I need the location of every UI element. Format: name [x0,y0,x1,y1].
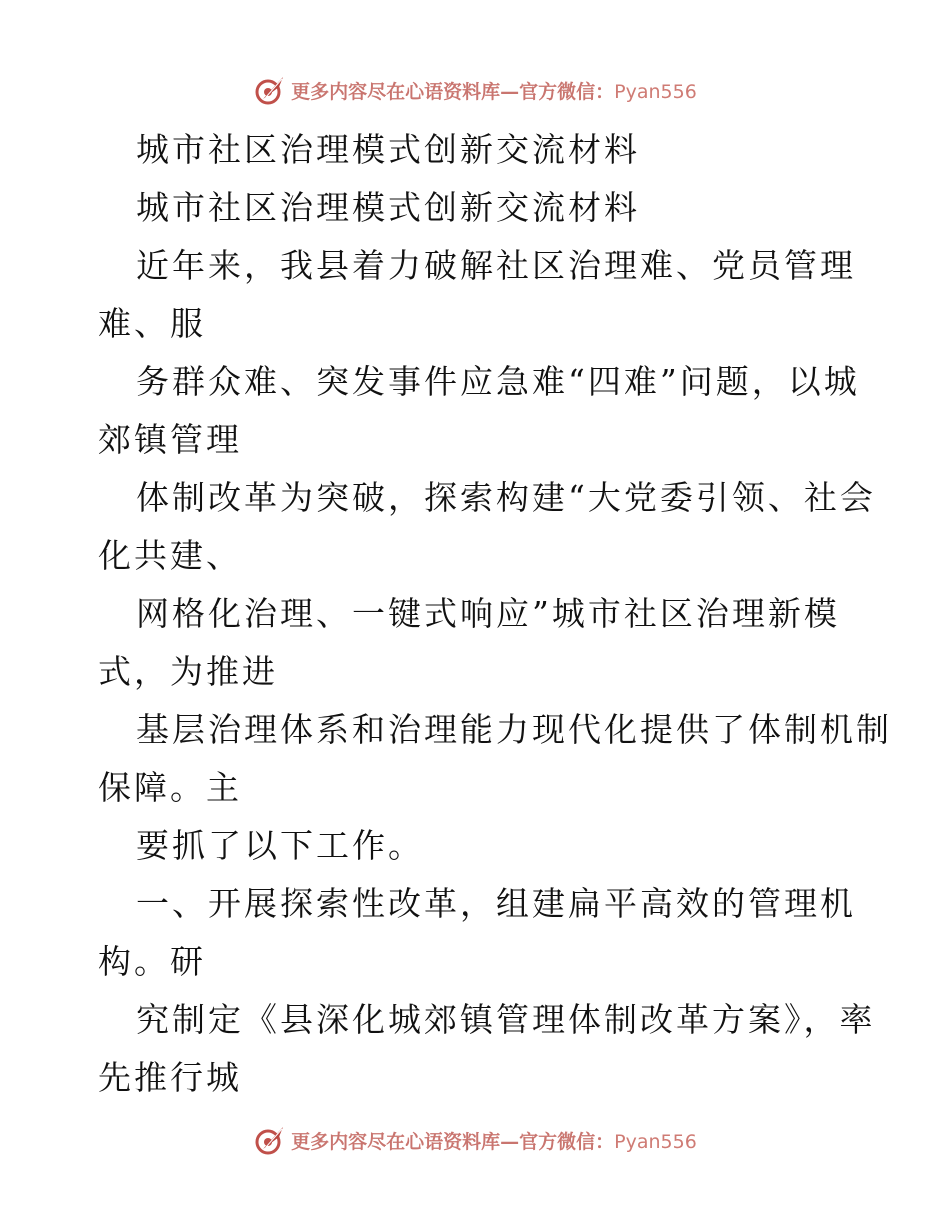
text-line: 网格化治理、一键式响应”城市社区治理新模 [136,594,840,633]
quill-logo-icon [253,1123,287,1157]
text-line: 近年来，我县着力破解社区治理难、党员管理 [136,246,856,285]
text-line: 要抓了以下工作。 [136,826,424,865]
text-line: 务群众难、突发事件应急难“四难”问题，以城 [136,362,860,401]
text-line: 保障。主 [98,768,242,807]
document-body [98,121,892,1107]
quill-logo-icon [253,73,287,107]
watermark-text: 更多内容尽在心语资料库—官方微信：Pyan556 [291,1130,697,1153]
text-line: 基层治理体系和治理能力现代化提供了体制机制 [136,710,892,749]
wechat-handle: Pyan556 [614,80,697,103]
text-line: 式，为推进 [98,652,278,691]
text-line: 难、服 [98,304,206,343]
wechat-handle: Pyan556 [614,1130,697,1153]
text-line: 郊镇管理 [98,420,242,459]
text-line: 化共建、 [98,536,242,575]
text-line: 一、开展探索性改革，组建扁平高效的管理机 [136,884,856,923]
text-line: 体制改革为突破，探索构建“大党委引领、社会 [136,478,876,517]
text-line: 究制定《县深化城郊镇管理体制改革方案》，率 [136,1000,876,1039]
watermark-text: 更多内容尽在心语资料库—官方微信：Pyan556 [291,80,697,103]
watermark-group [253,73,697,107]
footer-watermark-banner [0,1120,950,1160]
text-line: 构。研 [98,942,206,981]
header-watermark-banner [0,70,950,110]
text-line: 先推行城 [98,1058,242,1097]
text-line: 城市社区治理模式创新交流材料 [136,130,640,169]
watermark-group [253,1123,697,1157]
text-line: 城市社区治理模式创新交流材料 [136,188,640,227]
